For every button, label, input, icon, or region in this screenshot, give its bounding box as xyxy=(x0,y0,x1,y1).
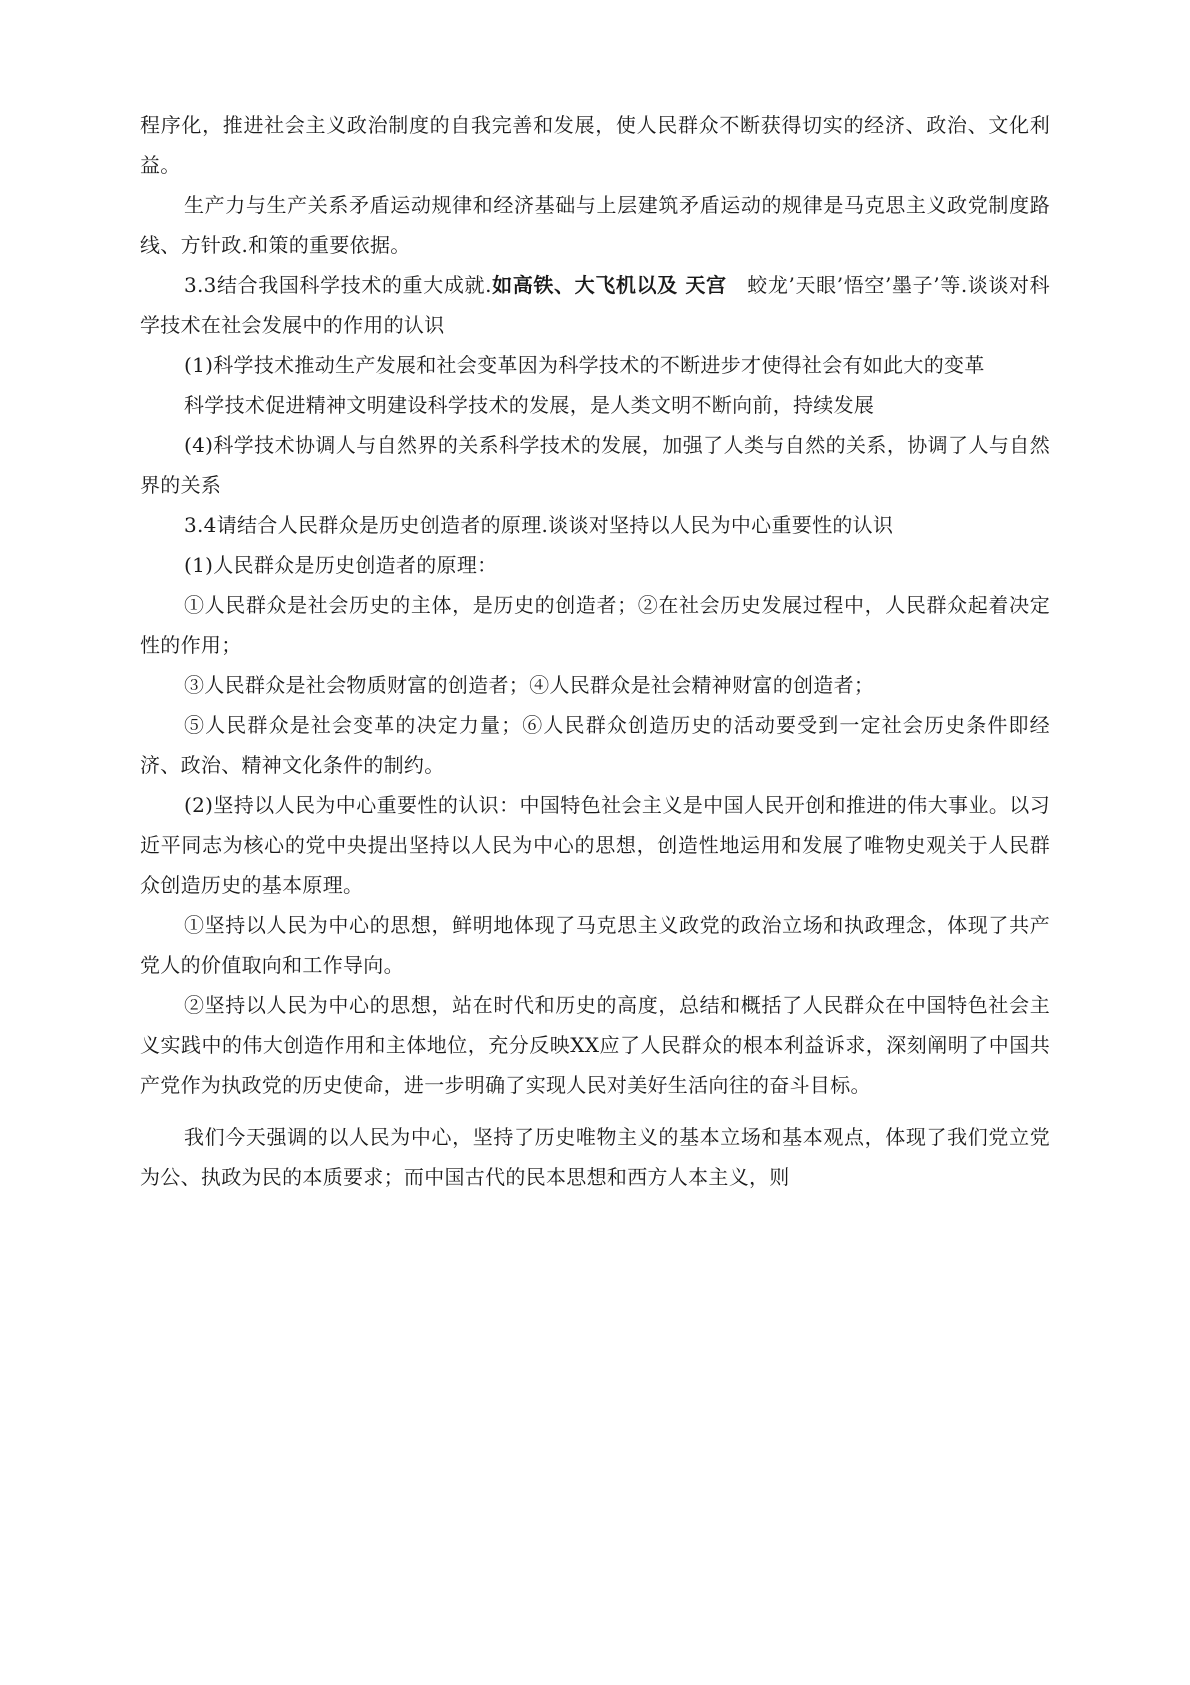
paragraph-continuation: 程序化，推进社会主义政治制度的自我完善和发展，使人民群众不断获得切实的经济、政治、文化利益。 xyxy=(140,113,1050,177)
paragraph-tech-point-4: (4)科学技术协调人与自然界的关系科学技术的发展，加强了人类与自然的关系，协调了人与自然界的关系 xyxy=(140,433,1050,497)
heading-3-3-suffix: 蛟龙’天眼’悟空’墨子’等.谈谈对科学技术在社会发展中的作用的认识 xyxy=(140,273,1050,337)
paragraph-productivity-laws: 生产力与生产关系矛盾运动规律和经济基础与上层建筑矛盾运动的规律是马克思主义政党制度路线、方针政.和策的重要依据。 xyxy=(140,193,1050,257)
paragraph-people-points-3-4: ③人民群众是社会物质财富的创造者；④人民群众是社会精神财富的创造者； xyxy=(184,673,875,697)
heading-3-3 xyxy=(140,265,1050,345)
paragraph-tech-point-1: (1)科学技术推动生产发展和社会变革因为科学技术的不断进步才使得社会有如此大的变革 xyxy=(184,353,985,377)
paragraph-people-centered-point-1: ①坚持以人民为中心的思想，鲜明地体现了马克思主义政党的政治立场和执政理念，体现了共产党人的价值取向和工作导向。 xyxy=(140,913,1050,977)
paragraph-people-points-1-2: ①人民群众是社会历史的主体，是历史的创造者；②在社会历史发展过程中，人民群众起着决定性的作用； xyxy=(140,593,1050,657)
paragraph-people-centered-point-2: ②坚持以人民为中心的思想，站在时代和历史的高度，总结和概括了人民群众在中国特色社会主义实践中的伟大创造作用和主体地位，充分反映XX应了人民群众的根本利益诉求，深刻阐明了中国共产党作为执政党的历史使命，进一步明确了实现人民对美好生活向往的奋斗目标。 xyxy=(140,993,1050,1097)
document-body xyxy=(140,105,1050,1197)
heading-3-3-bold: 如高铁、大飞机以及 天宫 xyxy=(491,273,727,297)
paragraph-people-points-5-6: ⑤人民群众是社会变革的决定力量；⑥人民群众创造历史的活动要受到一定社会历史条件即经济、政治、精神文化条件的制约。 xyxy=(140,713,1050,777)
paragraph-closing: 我们今天强调的以人民为中心，坚持了历史唯物主义的基本立场和基本观点，体现了我们党立党为公、执政为民的本质要求；而中国古代的民本思想和西方人本主义，则 xyxy=(140,1125,1050,1189)
paragraph-people-centered-importance: (2)坚持以人民为中心重要性的认识：中国特色社会主义是中国人民开创和推进的伟大事业。以习近平同志为核心的党中央提出坚持以人民为中心的思想，创造性地运用和发展了唯物史观关于人民群众创造历史的基本原理。 xyxy=(140,793,1050,897)
paragraph-tech-spiritual: 科学技术促进精神文明建设科学技术的发展，是人类文明不断向前，持续发展 xyxy=(184,393,875,417)
heading-3-3-prefix: 3.3结合我国科学技术的重大成就. xyxy=(184,273,492,297)
paragraph-people-principle-title: (1)人民群众是历史创造者的原理： xyxy=(184,553,498,577)
heading-3-4: 3.4请结合人民群众是历史创造者的原理.谈谈对坚持以人民为中心重要性的认识 xyxy=(184,513,894,537)
